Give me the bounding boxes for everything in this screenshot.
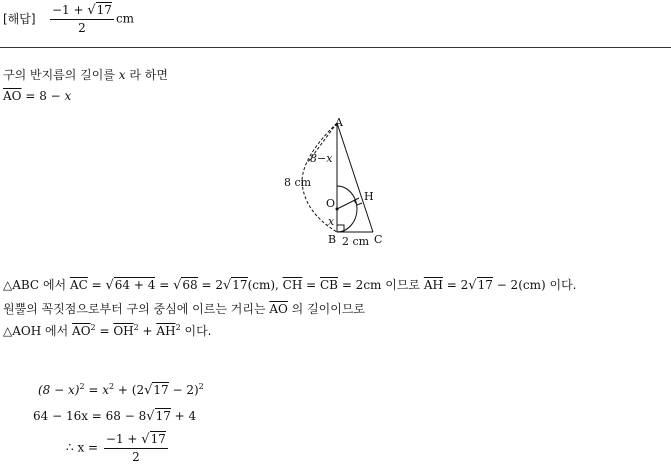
label-A: A (335, 116, 343, 129)
equation-1: $(8 - x)^2 = x^2 + (2√17 - 2)^2$ (38, 382, 204, 398)
equation-2: 64 − 16x = 68 − 8√17 + 4 (33, 409, 197, 424)
ao-equation: $\overline{AO} = 8 - x$ (3, 89, 72, 103)
segment-AC (337, 123, 373, 232)
answer-tag: [해답] (3, 12, 36, 26)
label-8cm: 8 cm (284, 176, 312, 189)
cone-sphere-figure (280, 112, 390, 252)
label-H: H (364, 190, 374, 203)
label-x: x (328, 215, 335, 228)
label-B: B (328, 233, 337, 246)
answer-unit: cm (115, 11, 135, 26)
answer-fraction: $\frac{-1 + √17}{2}$ (52, 3, 112, 35)
divider (0, 47, 671, 48)
label-C: C (374, 233, 383, 246)
equation-3: ∴ x = $\frac{-1 + √17}{2}$ (66, 432, 166, 464)
solution-line-2: 원뿔의 꼭짓점으로부터 구의 중심에 이르는 거리는 $\overline{AO}$ 의 길이이므로 (3, 302, 366, 316)
solution-line-3: △AOH 에서 $\overline{AO}^2 = \overline{OH}^2 + \overline{AH}^2$ 이다. (3, 323, 212, 338)
intro-line: 구의 반지름의 길이를 x 라 하면 (3, 68, 168, 82)
solution-line-1: △ABC 에서 $\overline{AC} = √64 + 4 = √68 = 2√17(cm)$, $\overline{CH} = \overline{CB} = 2cm$ 이므로 $\overline{AH} = 2√17 - 2(cm)$ 이다. (3, 278, 577, 293)
right-angle-H (354, 200, 362, 205)
label-2cm: 2 cm (342, 235, 370, 248)
answer-expression (48, 3, 134, 35)
result-fraction: $\frac{-1 + √17}{2}$ (105, 432, 166, 464)
label-8-minus-x: 8−x (310, 152, 333, 165)
label-O: O (326, 197, 336, 210)
